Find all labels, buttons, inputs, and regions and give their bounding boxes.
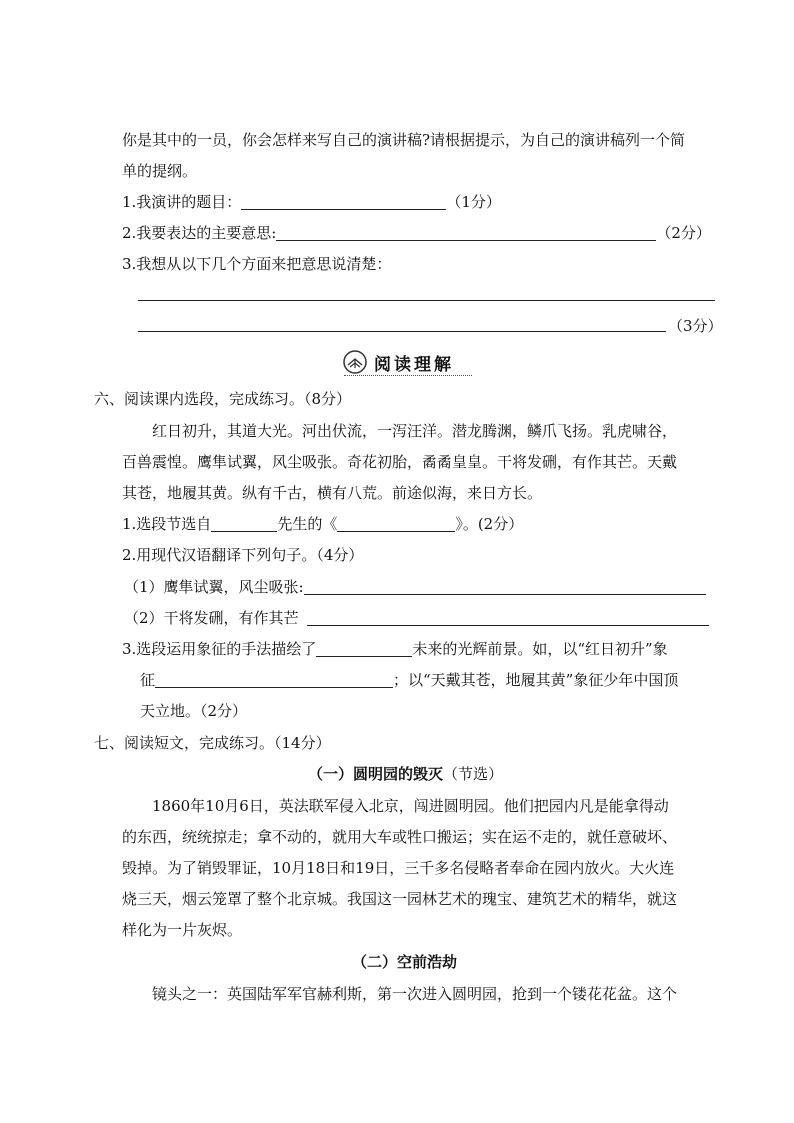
intro-line-2: 单的提纲。 (122, 162, 198, 180)
part6-q3-line-2 (140, 670, 678, 690)
part6-q2-2 (124, 608, 709, 628)
part6-q3-text-a: 3.选段运用象征的手法描绘了 (122, 640, 317, 658)
part7-heading: 七、阅读短文，完成练习。（14分） (94, 734, 331, 752)
outline-q1-score: （1分） (446, 193, 501, 211)
part6-q2-1-text: （1）鹰隼试翼，风尘吸张: (124, 578, 304, 596)
outline-q3: 3.我想从以下几个方面来把意思说清楚： (122, 255, 392, 273)
passage1-title-note: （节选） (443, 765, 504, 783)
answer-blank-work-title[interactable] (337, 516, 455, 532)
intro-line-1: 你是其中的一员，你会怎样来写自己的演讲稿?请根据提示，为自己的演讲稿列一个简 (122, 131, 686, 149)
book-icon (342, 348, 370, 376)
passage1-line-2: 的东西，统统掠走；拿不动的，就用大车或牲口搬运；实在运不走的，就任意破坏、 (122, 828, 678, 846)
answer-blank-title[interactable] (241, 194, 446, 210)
part6-q3-text-c: 征 (140, 671, 156, 689)
part6-q3-text-d: ；以“天戴其苍，地履其黄”象征少年中国顶 (393, 671, 679, 689)
part6-passage-line-3: 其苍，地履其黄。纵有千古，横有八荒。前途似海，来日方长。 (122, 484, 543, 502)
part6-q1-text-b: 先生的《 (277, 515, 338, 533)
part6-q1-text-a: 1.选段节选自 (122, 515, 212, 533)
part6-q1-text-c: 》。(2分） (455, 515, 524, 533)
answer-blank-author[interactable] (211, 516, 277, 532)
part6-passage-line-2: 百兽震惶。鹰隼试翼，风尘吸张。奇花初胎，矞矞皇皇。干将发硎，有作其芒。天戴 (122, 453, 678, 471)
part6-q3-line-1 (122, 639, 668, 659)
part6-q2: 2.用现代汉语翻译下列句子。（4分） (122, 546, 364, 564)
passage1-line-4: 烧三天，烟云笼罩了整个北京城。我国这一园林艺术的瑰宝、建筑艺术的精华，就这 (122, 890, 678, 908)
part6-heading: 六、阅读课内选段，完成练习。（8分） (94, 390, 352, 408)
passage1-line-3: 毁掉。为了销毁罪证，10月18日和19日，三千多名侵略者奉命在园内放火。大火连 (122, 859, 675, 877)
answer-blank-main-idea[interactable] (276, 225, 656, 241)
section-banner (342, 348, 472, 376)
passage1-title (308, 764, 503, 784)
outline-q1-label: 1.我演讲的题目： (122, 193, 242, 211)
passage1-line-1: 1860年10月6日，英法联军侵入北京，闯进圆明园。他们把园内凡是能拿得动 (152, 797, 669, 815)
answer-blank-translation-1[interactable] (304, 579, 706, 595)
answer-blank-subject[interactable] (316, 641, 412, 657)
part6-q2-2-text: （2）干将发硎，有作其芒 (124, 609, 299, 627)
part6-q3-text-b: 未来的光辉前景。如，以“红日初升”象 (412, 640, 668, 658)
answer-blank-translation-2[interactable] (307, 610, 709, 626)
passage2-line-1: 镜头之一：英国陆军军官赫利斯，第一次进入圆明园，抢到一个镂花花盆。这个 (152, 985, 678, 1003)
outline-q2 (122, 223, 711, 243)
passage1-title-main: （一）圆明园的毁灭 (308, 765, 444, 783)
answer-blank-symbol[interactable] (155, 672, 393, 688)
part6-q1 (122, 514, 523, 534)
answer-line-aspects-1[interactable] (138, 300, 715, 301)
outline-q2-label: 2.我要表达的主要意思: (122, 224, 277, 242)
passage1-line-5: 样化为一片灰烬。 (122, 921, 243, 939)
outline-q1 (122, 192, 501, 212)
section-banner-title: 阅读理解 (374, 355, 454, 375)
part6-q3-line-3: 天立地。（2分） (140, 702, 248, 720)
part6-q2-1 (124, 577, 706, 597)
part6-passage-line-1: 红日初升，其道大光。河出伏流，一泻汪洋。潜龙腾渊，鳞爪飞扬。乳虎啸谷， (152, 422, 678, 440)
banner-underline (344, 375, 472, 376)
outline-q3-score: （3分） (668, 317, 723, 335)
answer-line-aspects-2[interactable] (138, 331, 666, 332)
passage2-title: （二）空前浩劫 (352, 953, 458, 971)
outline-q2-score: （2分） (656, 224, 711, 242)
